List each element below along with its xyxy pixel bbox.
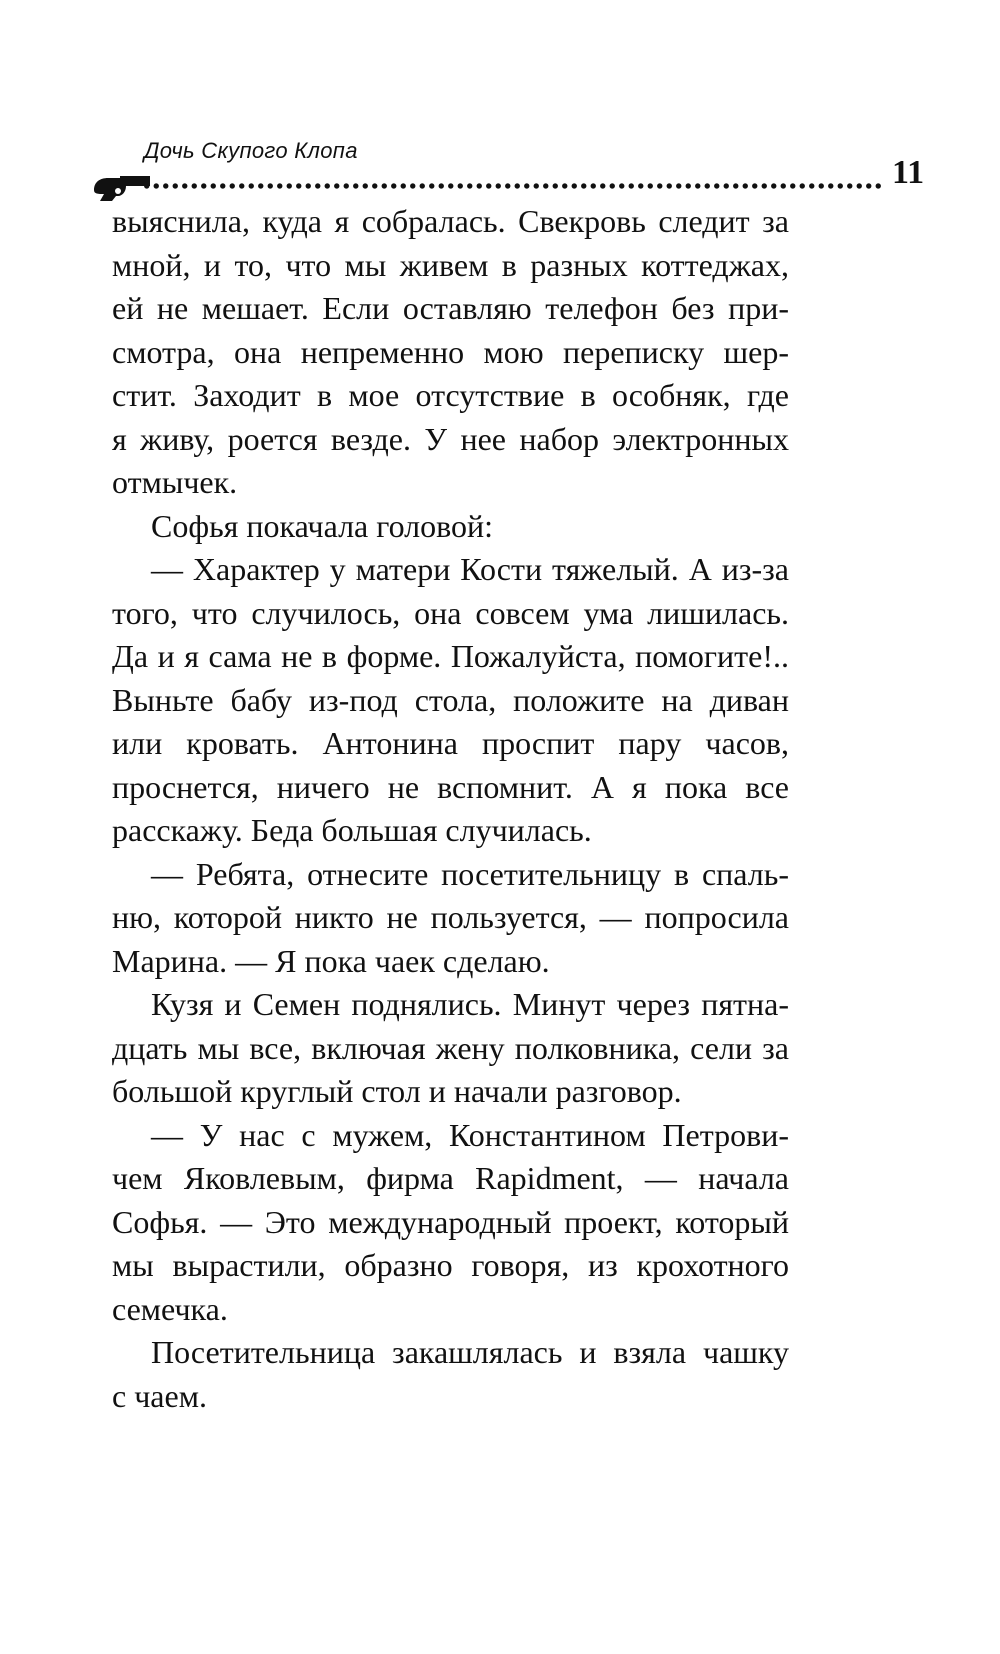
text-line: большой круглый стол и начали разговор. [112, 1073, 682, 1109]
text-line: выяснила, куда я собралась. Свекровь следит за [112, 203, 789, 239]
text-line: — Ребята, отнесите посетительницу в спаль- [151, 855, 789, 892]
text-line: с чаем. [112, 1377, 207, 1414]
running-header [92, 138, 925, 208]
text-line: Выньте бабу из-под стола, положите на диван [112, 681, 789, 718]
text-line: мной, и то, что мы живем в разных коттеджах, [112, 246, 789, 283]
dotted-rule [142, 182, 882, 190]
book-title: Дочь Скупого Клопа [144, 138, 358, 163]
text-line: отмычек. [112, 464, 238, 500]
text-line: чем Яковлевым, фирма Rapidment, — начала [112, 1160, 789, 1196]
text-line: или кровать. Антонина проспит пару часов, [112, 725, 789, 761]
text-line: Софья. — Это международный проект, который [112, 1203, 789, 1240]
text-line: Марина. — Я пока чаек сделаю. [112, 942, 550, 979]
text-line: ей не мешает. Если оставляю телефон без при- [112, 290, 789, 326]
text-line: проснется, ничего не вспомнит. А я пока все [112, 768, 789, 805]
text-line: Да и я сама не в форме. Пожалуйста, помогите!.. [112, 638, 789, 674]
text-line: я живу, роется везде. У нее набор электронных [112, 420, 789, 457]
text-line: семечка. [112, 1290, 228, 1327]
text-line: мы вырастили, образно говоря, из крохотного [112, 1247, 789, 1283]
text-line: ню, которой никто не пользуется, — попросила [112, 899, 789, 935]
body-text [112, 200, 789, 1418]
text-line: Кузя и Семен поднялись. Минут через пятна- [151, 986, 789, 1022]
text-line: — Характер у матери Кости тяжелый. А из-за [151, 551, 789, 587]
text-line: Посетительница закашлялась и взяла чашку [151, 1334, 789, 1370]
text-line: — У нас с мужем, Константином Петрови- [151, 1116, 789, 1153]
text-line: смотра, она непременно мою переписку шер- [112, 333, 789, 370]
page-number: 11 [892, 154, 925, 191]
text-line: расскажу. Беда большая случилась. [112, 812, 592, 848]
text-line: стит. Заходит в мое отсутствие в особняк, где [112, 377, 789, 413]
text-line: дцать мы все, включая жену полковника, сели за [112, 1029, 789, 1066]
text-line: того, что случилось, она совсем ума лишилась. [112, 594, 789, 631]
text-line: Софья покачала головой: [151, 507, 494, 544]
